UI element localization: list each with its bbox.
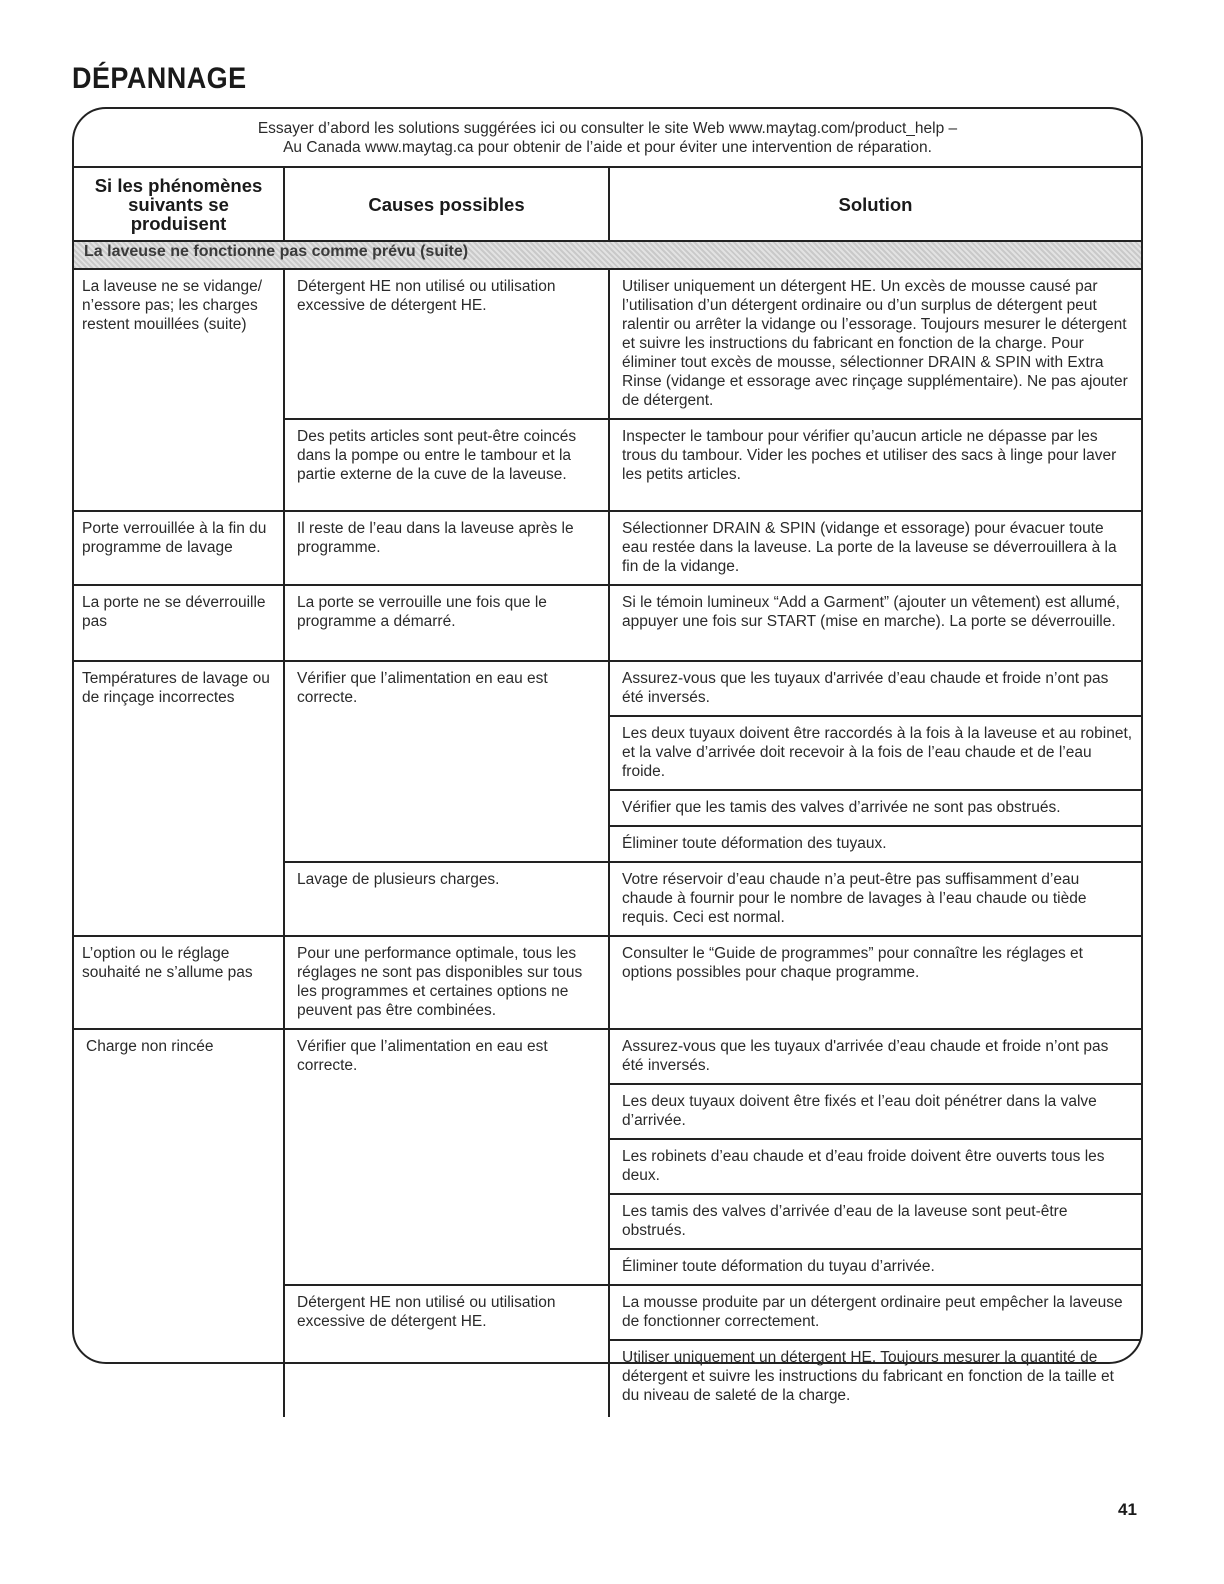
solution-cell: Les deux tuyaux doivent être raccordés à la fois à la laveuse et au robinet, et la valve d’arrivée doit recevoir à la fois de l’eau chaude et de l’eau froide. (609, 716, 1141, 790)
symptom-cell: La laveuse ne se vidange/ n’essore pas; les charges restent mouillées (suite) (74, 269, 284, 511)
table-row (74, 936, 1141, 1029)
solution-cell: Sélectionner DRAIN & SPIN (vidange et essorage) pour évacuer toute eau restée dans la laveuse. La porte de la laveuse se déverrouillera à la fin de la vidange. (609, 511, 1141, 585)
cause-cell: Vérifier que l’alimentation en eau est correcte. (284, 1029, 609, 1285)
cause-cell: La porte se verrouille une fois que le programme a démarré. (284, 585, 609, 661)
symptom-cell: La porte ne se déverrouille pas (74, 585, 284, 661)
intro-text (74, 109, 1141, 168)
table-row (74, 585, 1141, 661)
page-number: 41 (1118, 1500, 1137, 1519)
section-title: La laveuse ne fonctionne pas comme prévu (suite) (74, 241, 1141, 269)
solution-cell: Assurez-vous que les tuyaux d'arrivée d’eau chaude et froide n’ont pas été inversés. (609, 661, 1141, 716)
solution-cell: La mousse produite par un détergent ordinaire peut empêcher la laveuse de fonctionner correctement. (609, 1285, 1141, 1340)
solution-cell: Les deux tuyaux doivent être fixés et l’eau doit pénétrer dans la valve d’arrivée. (609, 1084, 1141, 1139)
header-solution: Solution (609, 168, 1141, 241)
cause-cell: Pour une performance optimale, tous les réglages ne sont pas disponibles sur tous les programmes et certaines options ne peuvent pas être combinées. (284, 936, 609, 1029)
solution-cell: Éliminer toute déformation du tuyau d’arrivée. (609, 1249, 1141, 1285)
table-row (74, 661, 1141, 716)
intro-line-1: Essayer d’abord les solutions suggérées ici ou consulter le site Web www.maytag.com/product_help – (257, 119, 958, 137)
intro-line-2: Au Canada www.maytag.ca pour obtenir de l’aide et pour éviter une intervention de réparation. (283, 138, 932, 156)
symptom-cell: L’option ou le réglage souhaité ne s’allume pas (74, 936, 284, 1029)
solution-cell: Les robinets d’eau chaude et d’eau froide doivent être ouverts tous les deux. (609, 1139, 1141, 1194)
cause-cell: Il reste de l’eau dans la laveuse après le programme. (284, 511, 609, 585)
header-symptom: Si les phénomènes suivants se produisent (74, 168, 284, 241)
troubleshooting-table (74, 168, 1141, 1417)
solution-cell: Inspecter le tambour pour vérifier qu’aucun article ne dépasse par les trous du tambour. Vider les poches et utiliser des sacs à linge pour laver les petits articles. (609, 419, 1141, 511)
solution-cell: Les tamis des valves d’arrivée d’eau de la laveuse sont peut-être obstrués. (609, 1194, 1141, 1249)
solution-cell: Assurez-vous que les tuyaux d'arrivée d’eau chaude et froide n’ont pas été inversés. (609, 1029, 1141, 1084)
table-row (74, 1029, 1141, 1084)
solution-cell: Utiliser uniquement un détergent HE. Un excès de mousse causé par l’utilisation d’un détergent ordinaire ou d’un surplus de détergent peut ralentir ou arrêter la vidange ou l’essorage. Toujours mesurer le détergent et suivre les instructions du fabricant en fonction de la charge. Pour éliminer tout excès de mousse, sélectionner DRAIN & SPIN with Extra Rinse (vidange et essorage avec rinçage supplémentaire). Ne pas ajouter de détergent. (609, 269, 1141, 419)
symptom-cell: Charge non rincée (74, 1029, 284, 1417)
solution-cell: Votre réservoir d’eau chaude n’a peut-être pas suffisamment d’eau chaude à fournir pour le nombre de lavages à l’eau chaude ou tiède requis. Ceci est normal. (609, 862, 1141, 936)
solution-cell: Consulter le “Guide de programmes” pour connaître les réglages et options possibles pour chaque programme. (609, 936, 1141, 1029)
cause-cell: Des petits articles sont peut-être coincés dans la pompe ou entre le tambour et la partie externe de la cuve de la laveuse. (284, 419, 609, 511)
symptom-cell: Porte verrouillée à la fin du programme de lavage (74, 511, 284, 585)
symptom-cell: Températures de lavage ou de rinçage incorrectes (74, 661, 284, 936)
cause-cell: Vérifier que l’alimentation en eau est correcte. (284, 661, 609, 862)
solution-cell: Vérifier que les tamis des valves d’arrivée ne sont pas obstrués. (609, 790, 1141, 826)
page-title: DÉPANNAGE (72, 62, 247, 95)
table-row (74, 511, 1141, 585)
troubleshooting-frame (72, 107, 1143, 1404)
solution-cell: Utiliser uniquement un détergent HE. Toujours mesurer la quantité de détergent et suivre les instructions du fabricant en fonction de la taille et du niveau de saleté de la charge. (622, 1349, 1114, 1404)
table-row (74, 269, 1141, 419)
solution-cell: Si le témoin lumineux “Add a Garment” (ajouter un vêtement) est allumé, appuyer une fois sur START (mise en marche). La porte se déverrouille. (609, 585, 1141, 661)
cause-cell: Lavage de plusieurs charges. (284, 862, 609, 936)
header-causes: Causes possibles (284, 168, 609, 241)
solution-cell: Éliminer toute déformation des tuyaux. (609, 826, 1141, 862)
cause-cell: Détergent HE non utilisé ou utilisation excessive de détergent HE. (284, 269, 609, 419)
cause-cell: Détergent HE non utilisé ou utilisation excessive de détergent HE. (284, 1285, 609, 1417)
